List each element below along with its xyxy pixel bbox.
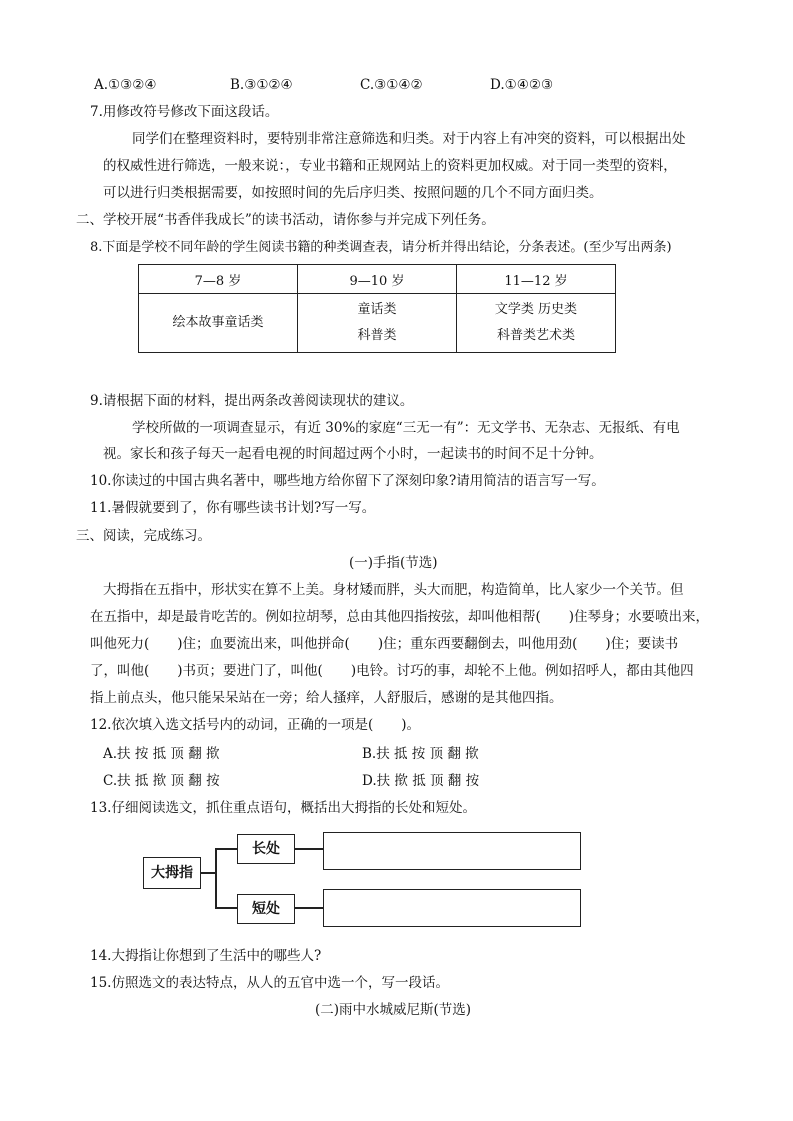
weakness-label: 短处 [252, 901, 280, 917]
passage-1-line-4: 了，叫他( )书页；要进门了，叫他( )电铃。讨巧的事，却轮不上他。例如招呼人，都由其他四 [90, 663, 694, 679]
q6-option-c: C.③①④② [360, 77, 423, 93]
q12-option-c: C.扶 抵 揿 顶 翻 按 [103, 773, 220, 789]
strength-label: 长处 [252, 841, 280, 857]
q6-option-d: D.①④②③ [490, 77, 554, 93]
passage-1-line-1: 大拇指在五指中，形状实在算不上美。身材矮而胖，头大而肥，构造简单，比人家少一个关节。但 [103, 582, 684, 598]
mindmap-connector [215, 848, 217, 908]
passage-2-title: (二)雨中水城威尼斯(节选) [315, 1002, 472, 1018]
q11-prompt: 11.暑假就要到了，你有哪些读书计划?写一写。 [90, 500, 376, 516]
weakness-answer-box[interactable] [323, 889, 581, 927]
section-3-heading: 三、阅读，完成练习。 [76, 528, 211, 544]
passage-1-title: (一)手指(节选) [349, 555, 438, 571]
table-header-7-8: 7—8 岁 [139, 265, 298, 294]
mindmap-connector [215, 848, 237, 850]
table-cell-9-10: 童话类 科普类 [298, 294, 457, 353]
q6-option-b: B.③①②④ [230, 77, 293, 93]
q12-prompt: 12.依次填入选文括号内的动词，正确的一项是( )。 [90, 717, 421, 733]
mindmap-connector [201, 872, 216, 874]
mindmap-connector [295, 848, 323, 850]
passage-1-line-2: 在五指中，却是最肯吃苦的。例如拉胡琴，总由其他四指按弦，却叫他相帮( )住琴身；水要喷出来， [90, 609, 710, 625]
mindmap-connector [295, 907, 323, 909]
q12-option-d: D.扶 揿 抵 顶 翻 按 [362, 773, 480, 789]
q13-prompt: 13.仔细阅读选文，抓住重点语句，概括出大拇指的长处和短处。 [90, 800, 476, 816]
passage-1-line-5: 指上前点头，他只能呆呆站在一旁；给人搔痒，人舒服后，感谢的是其他四指。 [90, 690, 563, 706]
q15-prompt: 15.仿照选文的表达特点，从人的五官中选一个，写一段话。 [90, 975, 449, 991]
table-cell-7-8: 绘本故事童话类 [139, 294, 298, 353]
q12-option-b: B.扶 抵 按 顶 翻 揿 [362, 746, 479, 762]
reading-survey-table [138, 264, 616, 353]
q7-line-2: 的权威性进行筛选，一般来说：，专业书籍和正规网站上的资料更加权威。对于同一类型的资料， [103, 158, 677, 174]
q8-prompt: 8.下面是学校不同年龄的学生阅读书籍的种类调查表，请分析并得出结论，分条表述。(至少写出两条) [90, 240, 672, 255]
passage-1-line-3: 叫他死力( )住；血要流出来，叫他拼命( )住；重东西要翻倒去，叫他用劲( )住；要读书 [90, 636, 679, 652]
table-cell-11-12: 文学类 历史类 科普类艺术类 [457, 294, 616, 353]
table-header-9-10: 9—10 岁 [298, 265, 457, 294]
section-2-heading: 二、学校开展“书香伴我成长”的读书活动，请你参与并完成下列任务。 [76, 212, 495, 228]
q14-prompt: 14.大拇指让你想到了生活中的哪些人? [90, 948, 322, 964]
q12-option-a: A.扶 按 抵 顶 翻 揿 [103, 746, 220, 762]
strength-answer-box[interactable] [323, 832, 581, 870]
table-header-11-12: 11—12 岁 [457, 265, 616, 294]
mindmap-connector [215, 907, 237, 909]
q10-prompt: 10.你读过的中国古典名著中，哪些地方给你留下了深刻印象?请用简洁的语言写一写。 [90, 473, 605, 489]
q7-prompt: 7.用修改符号修改下面这段话。 [90, 104, 279, 120]
q9-line-1: 学校所做的一项调查显示，有近 30%的家庭“三无一有”：无文学书、无杂志、无报纸、有电 [132, 420, 680, 436]
q7-line-3: 可以进行归类根据需要，如按照时间的先后序归类、按照问题的几个不同方面归类。 [103, 185, 603, 201]
q9-line-2: 视。家长和孩子每天一起看电视的时间超过两个小时，一起读书的时间不足十分钟。 [103, 446, 603, 462]
q9-prompt: 9.请根据下面的材料，提出两条改善阅读现状的建议。 [90, 393, 414, 409]
q7-line-1: 同学们在整理资料时，要特别非常注意筛选和归类。对于内容上有冲突的资料，可以根据出处 [132, 131, 686, 147]
q6-option-a: A.①③②④ [94, 77, 157, 93]
mindmap-root-label: 大拇指 [151, 865, 193, 881]
